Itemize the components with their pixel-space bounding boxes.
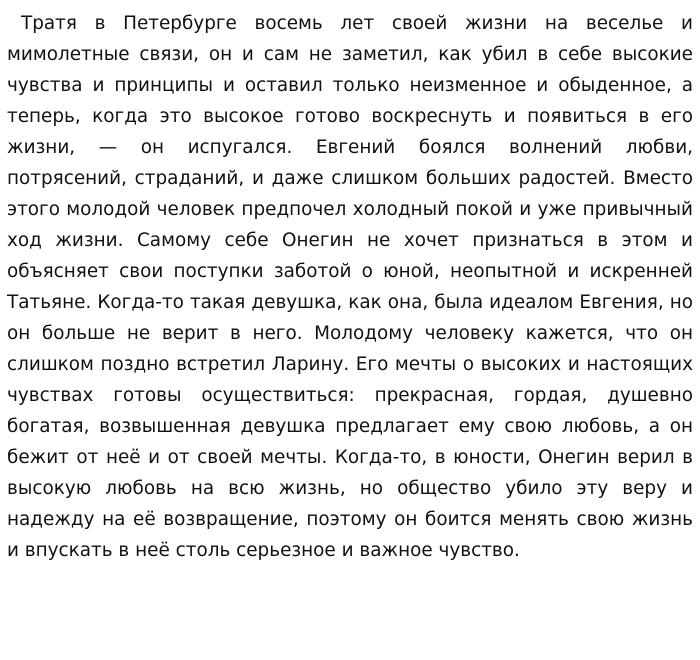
document-body — [7, 8, 693, 566]
essay-paragraph: Тратя в Петербурге восемь лет своей жизни на веселье и мимолетные связи, он и сам не заметил, как убил в себе высокие чувства и принципы и оставил только неизменное и обыденное, а теперь, когда это высокое готово воскреснуть и появиться в его жизни, — он испугался. Евгений боялся волнений любви, потрясений, страданий, и даже слишком больших радостей. Вместо этого молодой человек предпочел холодный покой и уже привычный ход жизни. Самому себе Онегин не хочет признаться в этом и объясняет свои поступки заботой о юной, неопытной и искренней Татьяне. Когда-то такая девушка, как она, была идеалом Евгения, но он больше не верит в него. Молодому человеку кажется, что он слишком поздно встретил Ларину. Его мечты о высоких и настоящих чувствах готовы осуществиться: прекрасная, гордая, душевно богатая, возвышенная девушка предлагает ему свою любовь, а он бежит от неё и от своей мечты. Когда-то, в юности, Онегин верил в высокую любовь на всю жизнь, но общество убило эту веру и надежду на её возвращение, поэтому он боится менять свою жизнь и впускать в неё столь серьезное и важное чувство. — [7, 13, 693, 561]
